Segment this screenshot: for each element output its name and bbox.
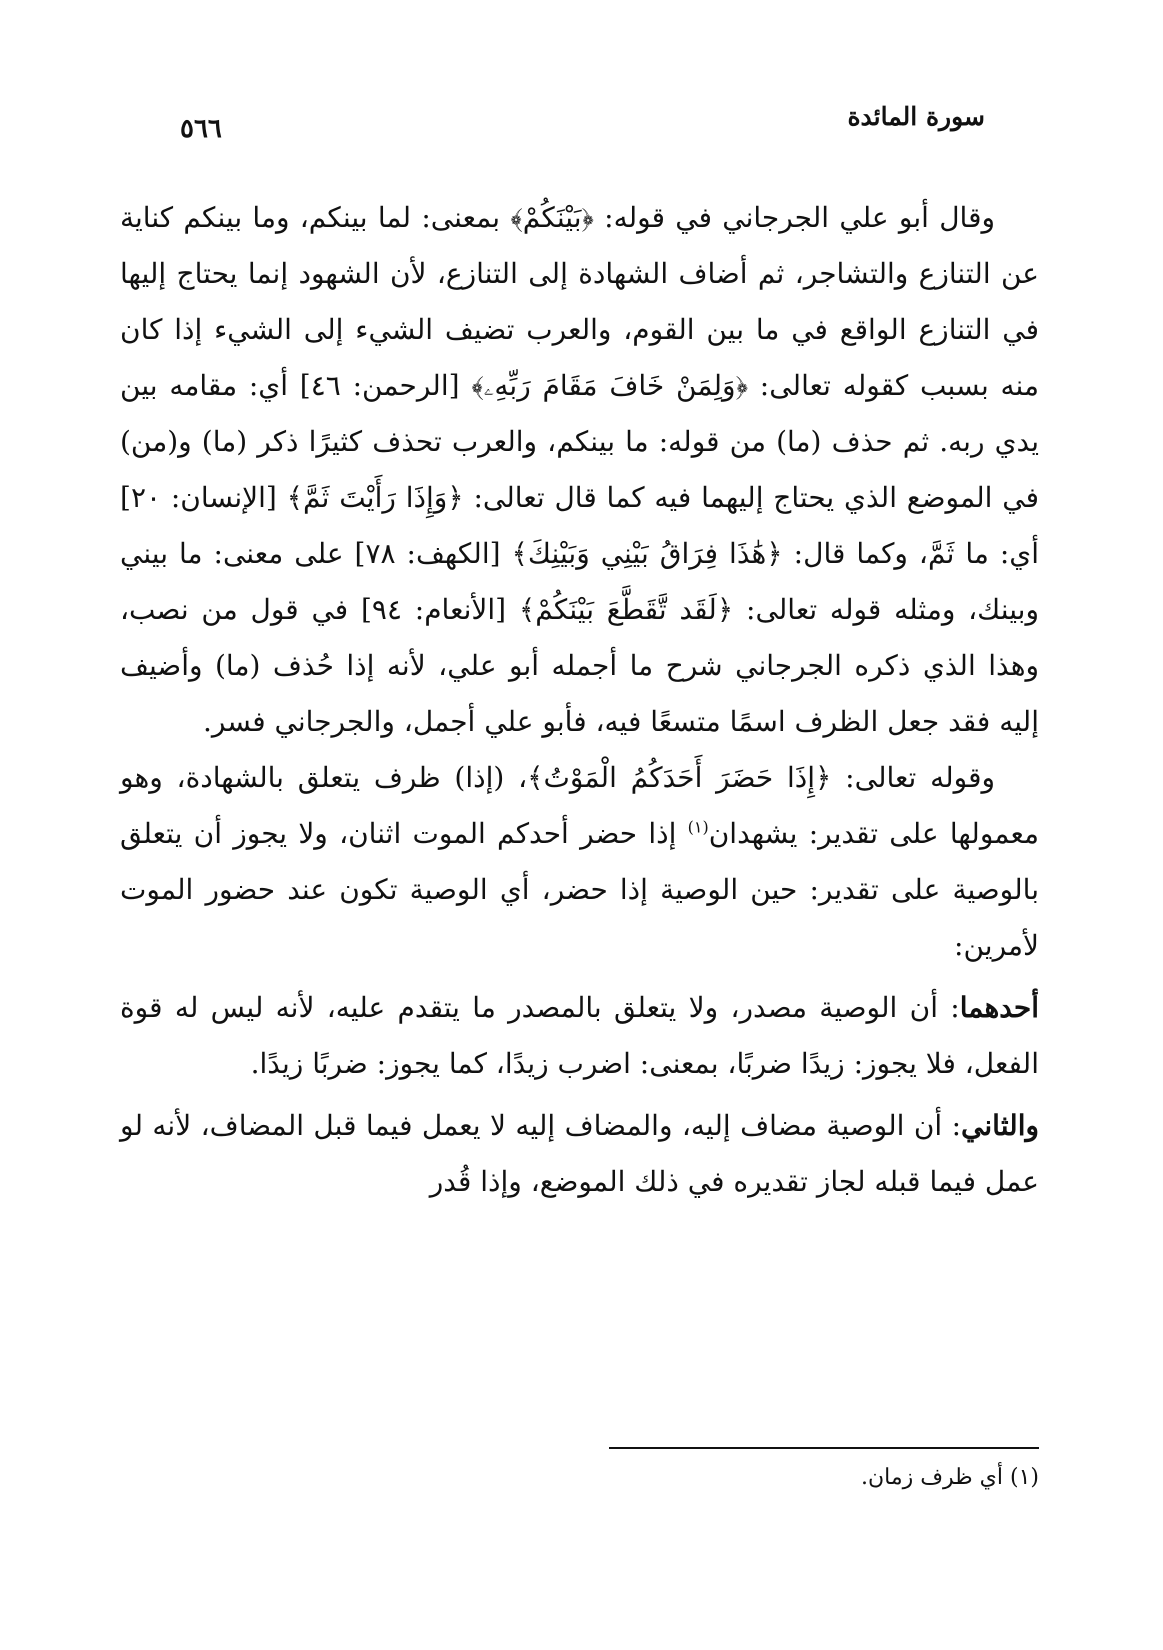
running-title: سورة المائدة bbox=[847, 102, 985, 131]
paragraph-3 bbox=[120, 980, 1039, 1092]
footnote-reference: (١) bbox=[687, 817, 709, 837]
paragraph-3-text: : أن الوصية مصدر، ولا يتعلق بالمصدر ما يتقدم عليه، لأنه ليس له قوة الفعل، فلا يجوز: زيدًا ضربًا، بمعنى: اضرب زيدًا، كما يجوز: ضربًا زيدًا. bbox=[120, 991, 1039, 1080]
paragraph-1: وقال أبو علي الجرجاني في قوله: ﴿بَيْنَكُمْ﴾ بمعنى: لما بينكم، وما بينكم كناية عن التنازع والتشاجر، ثم أضاف الشهادة إلى التنازع، لأن الشهود إنما يحتاج إليها في التنازع الواقع في ما بين القوم، والعرب تضيف الشيء إلى الشيء إذا كان منه بسبب كقوله تعالى: ﴿وَلِمَنْ خَافَ مَقَامَ رَبِّهِۦ﴾ [الرحمن: ٤٦] أي: مقامه بين يدي ربه. ثم حذف (ما) من قوله: ما بينكم، والعرب تحذف كثيرًا ذكر (ما) و(من) في الموضع الذي يحتاج إليهما فيه كما قال تعالى: ﴿وَإِذَا رَأَيْتَ ثَمَّ﴾ [الإنسان: ٢٠] أي: ما ثَمَّ، وكما قال: ﴿هَٰذَا فِرَاقُ بَيْنِي وَبَيْنِكَ﴾ [الكهف: ٧٨] على معنى: ما بيني وبينك، ومثله قوله تعالى: ﴿لَقَد تَّقَطَّعَ بَيْنَكُمْ﴾ [الأنعام: ٩٤] في قول من نصب، وهذا الذي ذكره الجرجاني شرح ما أجمله أبو علي، لأنه إذا حُذف (ما) وأضيف إليه فقد جعل الظرف اسمًا متسعًا فيه، فأبو علي أجمل، والجرجاني فسر. bbox=[120, 201, 1039, 738]
page-number: ٥٦٦ bbox=[180, 114, 222, 144]
paragraph-2-part-1: وقوله تعالى: ﴿إِذَا حَضَرَ أَحَدَكُمُ الْمَوْتُ﴾، (إذا) ظرف يتعلق بالشهادة، وهو معمولها على تقدير: يشهدان bbox=[120, 761, 1039, 850]
main-text bbox=[120, 190, 1039, 1210]
paragraph-4-text: : أن الوصية مضاف إليه، والمضاف إليه لا يعمل فيما قبل المضاف، لأنه لو عمل فيما قبله لجاز تقديره في ذلك الموضع، وإذا قُدر bbox=[120, 1109, 1039, 1198]
page-header bbox=[180, 96, 985, 156]
paragraph-3-lead: أحدهما bbox=[959, 991, 1039, 1024]
paragraph-2 bbox=[120, 750, 1039, 974]
footnote-divider bbox=[609, 1447, 1039, 1449]
paragraph-4-lead: والثاني bbox=[961, 1109, 1039, 1142]
footnote: (١) أي ظرف زمان. bbox=[860, 1465, 1039, 1490]
paragraph-2-part-2: إذا حضر أحدكم الموت اثنان، ولا يجوز أن يتعلق بالوصية على تقدير: حين الوصية إذا حضر، أي الوصية تكون عند حضور الموت لأمرين: bbox=[120, 817, 1039, 962]
paragraph-4 bbox=[120, 1098, 1039, 1210]
